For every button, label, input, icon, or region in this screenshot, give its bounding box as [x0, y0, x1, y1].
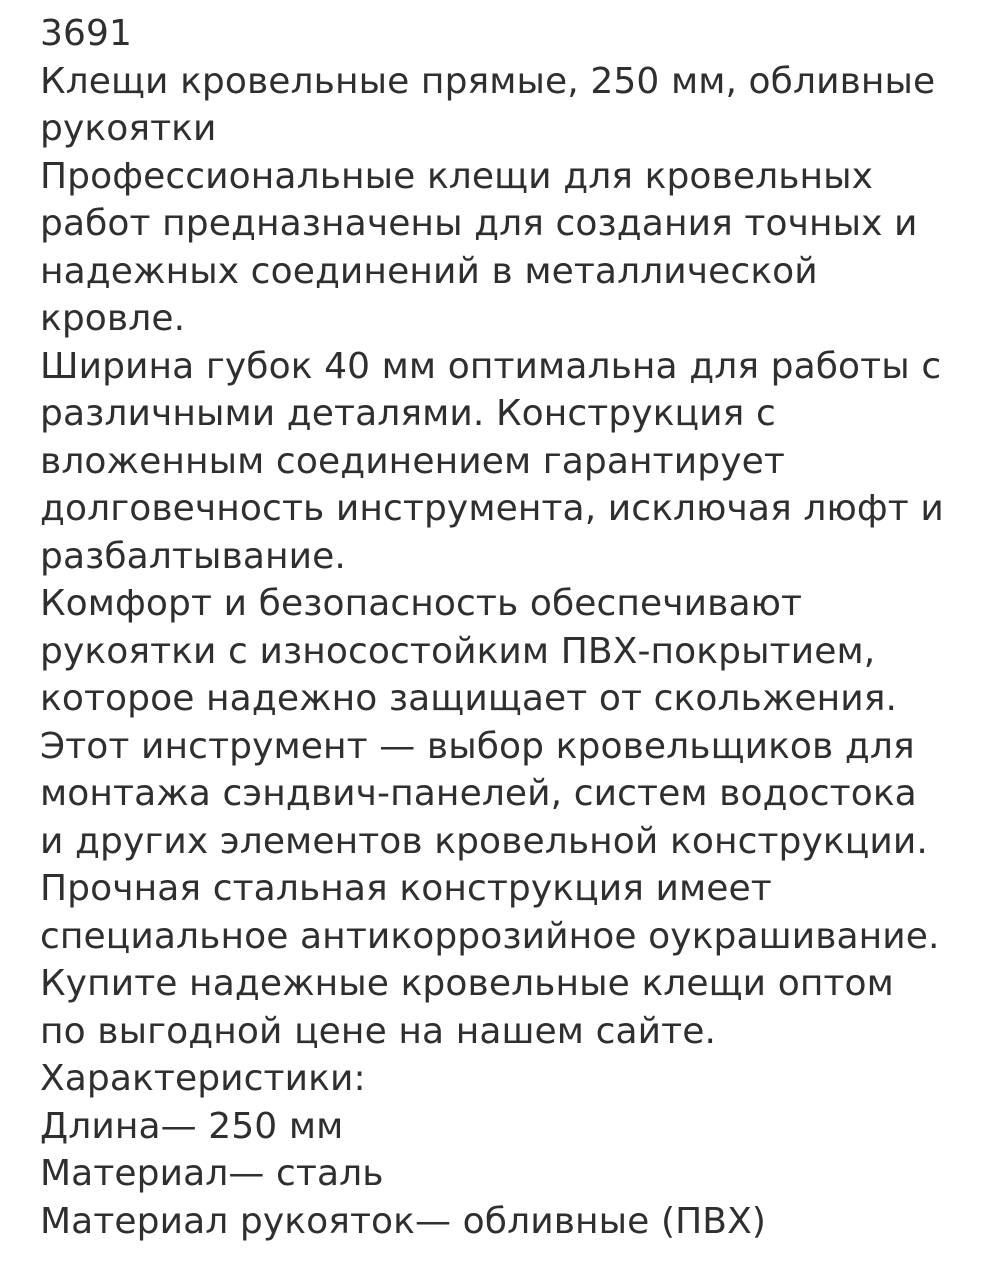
description-paragraph-3: Комфорт и безопасность обеспечивают рукоятки с износостойким ПВХ-покрытием, которое надежно защищает от скольжения. Этот инструмент — выбор кровельщиков для монтажа сэндвич-панелей, систем водостока и других элементов кровельной конструкции.	[40, 583, 928, 862]
description-paragraph-5: Купите надежные кровельные клещи оптом по выгодной цене на нашем сайте.	[40, 963, 894, 1052]
spec-item-handle-material: Материал рукояток— обливные (ПВХ)	[40, 1200, 766, 1242]
spec-item-material: Материал— сталь	[40, 1153, 384, 1195]
product-sku: 3691	[40, 13, 133, 54]
description-paragraph-2: Ширина губок 40 мм оптимальна для работы с различными деталями. Конструкция с вложенным соединением гарантирует долговечность инструмента, исключая люфт и разбалтывание.	[40, 345, 944, 577]
specs-list	[40, 1103, 951, 1246]
description-paragraph-4: Прочная стальная конструкция имеет специальное антикоррозийное оукрашивание.	[40, 868, 940, 957]
specs-heading: Характеристики:	[40, 1058, 366, 1100]
product-title: Клещи кровельные прямые, 250 мм, обливные рукоятки	[40, 60, 936, 150]
spec-item-length: Длина— 250 мм	[40, 1105, 344, 1147]
product-description	[40, 10, 951, 1245]
description-paragraph-1: Профессиональные клещи для кровельных работ предназначены для создания точных и надежных соединений в металлической кровле.	[40, 155, 918, 340]
